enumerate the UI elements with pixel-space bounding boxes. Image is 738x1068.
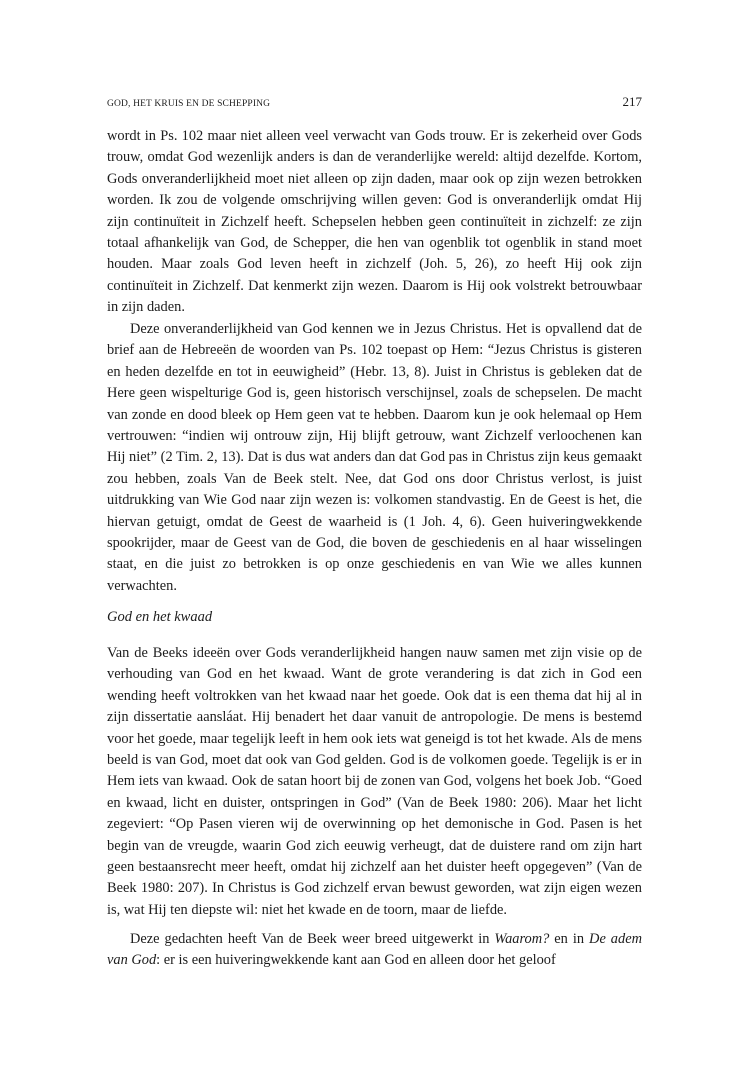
book-title-de-adem-van-god: De adem van God [107, 931, 642, 969]
paragraph-2-block [107, 319, 642, 597]
paragraph-1-block [107, 126, 642, 319]
paragraph-4 [107, 929, 642, 972]
book-title-waarom: Waarom? [494, 931, 550, 947]
paragraph-4-end: : er is een huiveringwekkende kant aan God en alleen door het geloof [156, 952, 556, 969]
page-header [107, 94, 642, 112]
page-number: 217 [622, 94, 642, 109]
paragraph-4-start: Deze gedachten heeft Van de Beek weer breed uitgewerkt in [130, 931, 495, 947]
paragraph-2: Deze onveranderlijkheid van God kennen we in Jezus Christus. Het is opvallend dat de brief aan de Hebreeën de woorden van Ps. 102 toepast op Hem: “Jezus Christus is gisteren en heden dezelfde en tot in eeuwigheid” (Hebr. 13, 8). Juist in Christus is gebleken dat de Here geen wispelturige God is, geen historisch verschijnsel, zoals de schepselen. De macht van zonde en dood bleek op Hem geen vat te hebben. Daarom kun je ook helemaal op Hem vertrouwen: “indien wij ontrouw zijn, Hij blijft getrouw, want Zichzelf verloochenen kan Hij niet” (2 Tim. 2, 13). Dat is dus wat anders dan dat God pas in Christus zijn keus gemaakt zou hebben, zoals Van de Beek stelt. Nee, dat God ons door Christus verlost, is juist uitdrukking van Wie God naar zijn wezen is: volkomen standvastig. En de Geest is het, die hiervan getuigt, omdat de Geest de waarheid is (1 Joh. 4, 6). Geen huiveringwekkende spookrijder, maar de Geest van de God, die boven de geschiedenis en al haar wisselingen staat, en die juist zo betrokken is op onze geschiedenis en van Wie we alles kunnen verwachten. [107, 321, 642, 594]
section-heading: God en het kwaad [107, 609, 213, 625]
paragraph-4-mid: en in [549, 931, 590, 947]
paragraph-4-block [107, 929, 642, 972]
running-title: GOD, HET KRUIS EN DE SCHEPPING [107, 99, 271, 109]
paragraph-3: Van de Beeks ideeën over Gods veranderlijkheid hangen nauw samen met zijn visie op de verhouding van God en het kwaad. Want de grote verandering is dat zich in God een wending heeft voltrokken van het kwaad naar het goede. Ook dat is een thema dat hij al in zijn dissertatie aansláat. Hij benadert het daar vanuit de antropologie. De mens is bestemd voor het goede, maar tegelijk leeft in hem ook iets wat geneigd is tot het kwade. Als de mens beeld is van God, moet dat ook van God gelden. God is de volkomen goede. Tegelijk is er in Hem iets van kwaad. Ook de satan hoort bij de zonen van God, volgens het boek Job. “Goed en kwaad, licht en duister, ontspringen in God” (Van de Beek 1980: 206). Maar het licht zegeviert: “Op Pasen vieren wij de overwinning op het demonische in God. Pasen is het begin van de vreugde, waarin God zich eeuwig verheugt, dat de duistere rand om zijn hart geen bestaansrecht meer heeft, omdat hij zichzelf aan het duister heeft opgegeven” (Van de Beek 1980: 207). In Christus is God zichzelf ervan bewust geworden, wat zijn eigen wezen is, wat Hij ten diepste wil: niet het kwade en de toorn, maar de liefde. [107, 645, 642, 918]
paragraph-3-block [107, 643, 642, 921]
paragraph-1: wordt in Ps. 102 maar niet alleen veel verwacht van Gods trouw. Er is zekerheid over Gods trouw, omdat God wezenlijk anders is dan de veranderlijke wereld: altijd dezelfde. Kortom, Gods onveranderlijkheid moet niet alleen op zijn daden, maar ook op zijn wezen betrokken worden. Ik zou de volgende omschrijving willen geven: God is onveranderlijk omdat Hij zijn continuïteit in Zichzelf heeft. Schepselen hebben geen continuïteit in zichzelf: ze zijn totaal afhankelijk van God, de Schepper, die hen van ogenblik tot ogenblik in stand moet houden. Maar zoals God leven heeft in zichzelf (Joh. 5, 26), zo heeft Hij ook zijn continuïteit in Zichzelf. Dat kenmerkt zijn wezen. Daarom is Hij ook volstrekt betrouwbaar in zijn daden. [107, 128, 642, 316]
